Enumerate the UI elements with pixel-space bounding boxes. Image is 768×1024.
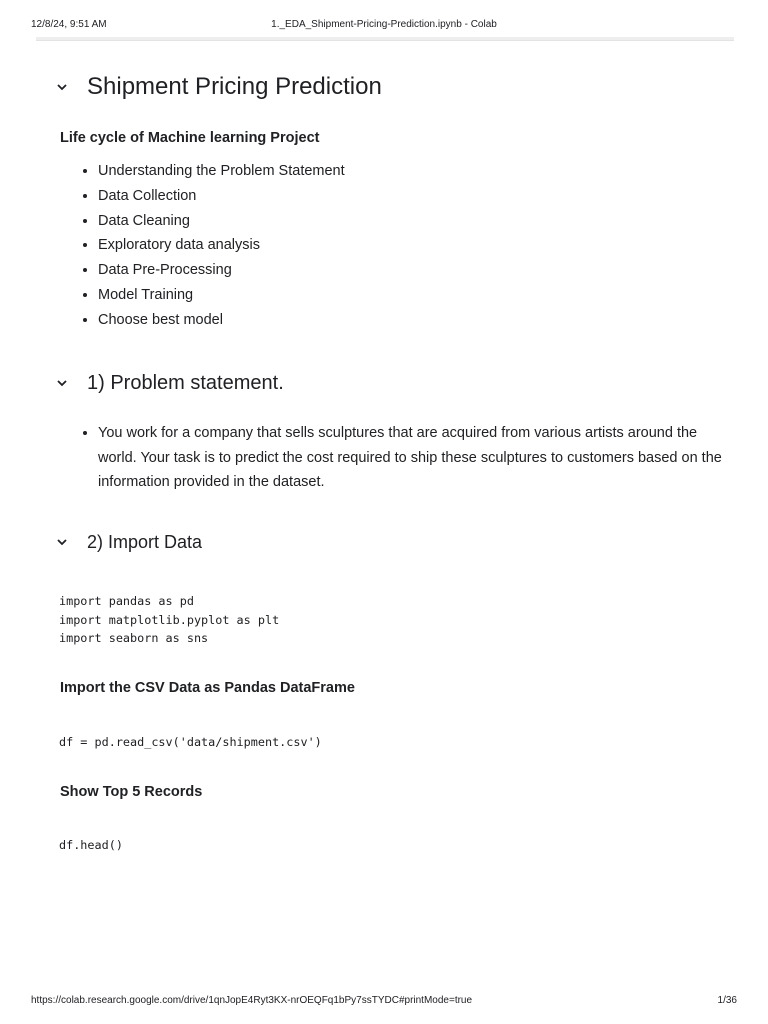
header-divider (36, 37, 734, 41)
csv-heading: Import the CSV Data as Pandas DataFrame (60, 680, 355, 696)
lifecycle-item: • Understanding the Problem Statement (98, 159, 748, 184)
problem-list (78, 421, 734, 495)
chevron-down-icon[interactable] (50, 530, 74, 554)
print-page-title: 1._EDA_Shipment-Pricing-Prediction.ipynb - Colab (271, 19, 497, 30)
lifecycle-item: • Exploratory data analysis (98, 233, 748, 258)
notebook-title: Shipment Pricing Prediction (87, 73, 382, 100)
section-title-header (50, 73, 382, 101)
lifecycle-list (78, 159, 748, 333)
lifecycle-item: • Data Collection (98, 184, 748, 209)
print-footer (31, 995, 737, 1009)
lifecycle-item: • Data Cleaning (98, 209, 748, 234)
problem-heading: 1) Problem statement. (87, 371, 284, 394)
lifecycle-item: • Data Pre-Processing (98, 258, 748, 283)
import-heading: 2) Import Data (87, 531, 203, 552)
lifecycle-item: • Choose best model (98, 308, 748, 333)
problem-text: • You work for a company that sells sculptures that are acquired from various artists around the world. Your task is to predict the cost required to ship these sculptures to customers based on the information provided in the dataset. (98, 421, 734, 495)
section-import-header (50, 530, 202, 554)
page-number: 1/36 (717, 995, 737, 1006)
print-datetime: 12/8/24, 9:51 AM (31, 19, 107, 30)
print-url: https://colab.research.google.com/drive/1qnJopE4Ryt3KX-nrOEQFq1bPy7ssTYDC#printMode=true (31, 995, 473, 1006)
section-problem-header (50, 371, 284, 395)
head-code-cell[interactable]: df.head() (59, 838, 123, 852)
lifecycle-heading: Life cycle of Machine learning Project (60, 130, 320, 146)
import-code-cell[interactable]: import pandas as pd import matplotlib.pyplot as plt import seaborn as sns (59, 594, 280, 645)
csv-code-cell[interactable]: df = pd.read_csv('data/shipment.csv') (59, 735, 322, 749)
chevron-down-icon[interactable] (50, 75, 74, 99)
top5-heading: Show Top 5 Records (60, 784, 203, 800)
print-header (31, 19, 737, 33)
chevron-down-icon[interactable] (50, 371, 74, 395)
lifecycle-item: • Model Training (98, 283, 748, 308)
